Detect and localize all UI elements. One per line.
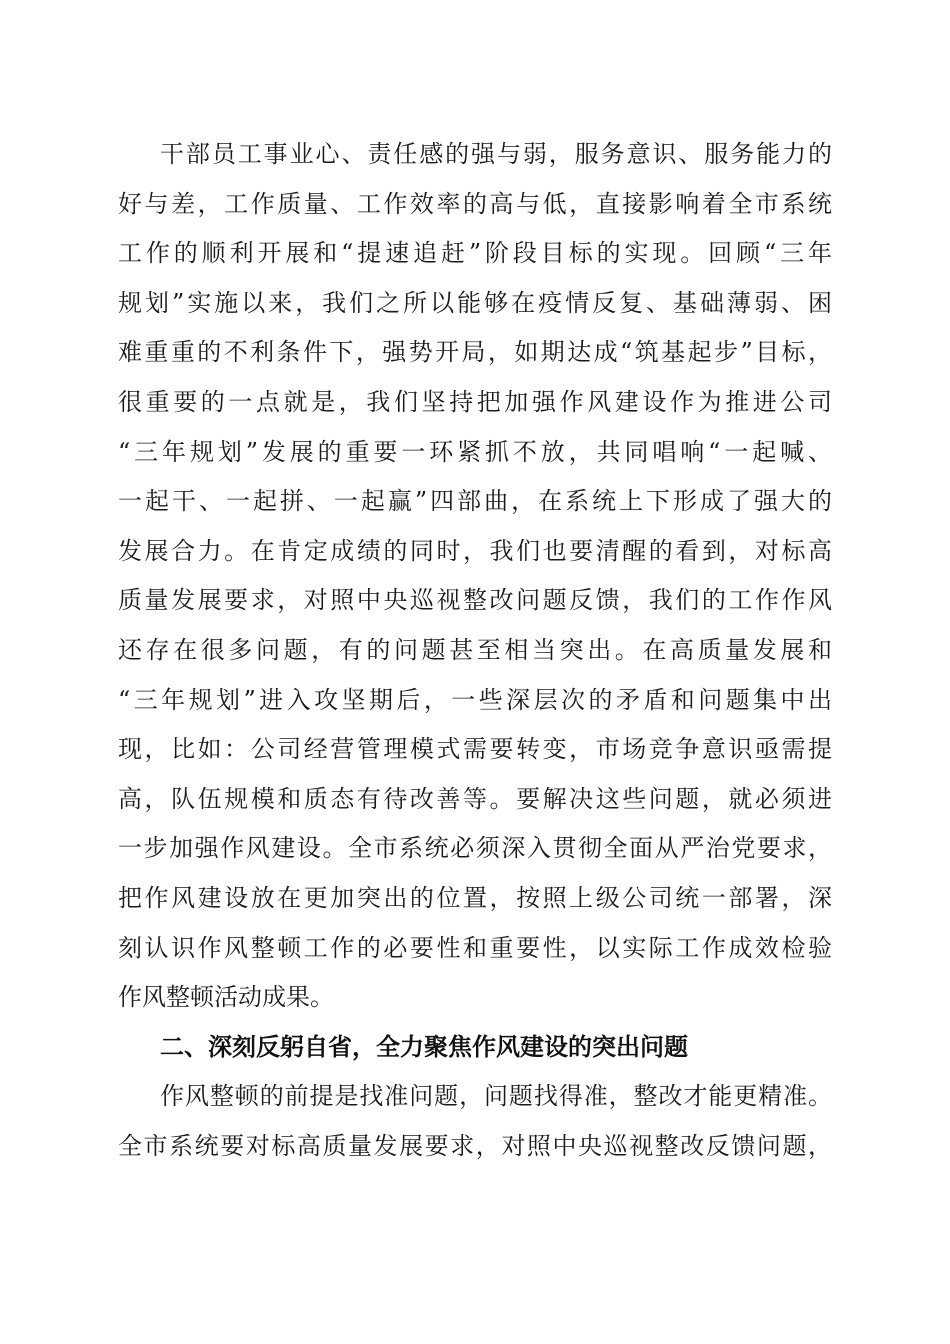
text-line: 刻认识作风整顿工作的必要性和重要性，以实际工作成效检验 <box>118 933 832 962</box>
document-body <box>118 130 832 1171</box>
text-line: “三年规划”进入攻坚期后，一些深层次的矛盾和问题集中出 <box>118 685 832 714</box>
text-line: 现，比如：公司经营管理模式需要转变，市场竞争意识亟需提 <box>118 735 832 764</box>
text-line: 工作的顺利开展和“提速追赶”阶段目标的实现。回顾“三年 <box>118 239 832 268</box>
text-line: 规划”实施以来，我们之所以能够在疫情反复、基础薄弱、困 <box>118 288 832 317</box>
text-line: 全市系统要对标高质量发展要求，对照中央巡视整改反馈问题， <box>118 1131 832 1160</box>
text-line: 高，队伍规模和质态有待改善等。要解决这些问题，就必须进 <box>118 784 832 813</box>
paragraph-1 <box>118 130 832 1023</box>
text-line: 很重要的一点就是，我们坚持把加强作风建设作为推进公司 <box>118 387 832 416</box>
text-line: 把作风建设放在更加突出的位置，按照上级公司统一部署，深 <box>118 883 832 912</box>
text-line: 干部员工事业心、责任感的强与弱，服务意识、服务能力的 <box>160 140 832 168</box>
text-line: 难重重的不利条件下，强势开局，如期达成“筑基起步”目标， <box>118 338 832 367</box>
text-line: 作风整顿的前提是找准问题，问题找得准，整改才能更精准。 <box>160 1082 832 1111</box>
text-line: 作风整顿活动成果。 <box>118 983 334 1012</box>
text-line: 发展合力。在肯定成绩的同时，我们也要清醒的看到，对标高 <box>118 536 832 565</box>
text-line: “三年规划”发展的重要一环紧抓不放，共同唱响“一起喊、 <box>118 437 832 466</box>
text-line: 还存在很多问题，有的问题甚至相当突出。在高质量发展和 <box>118 635 832 664</box>
section-heading: 二、深刻反躬自省，全力聚焦作风建设的突出问题 <box>160 1032 688 1061</box>
text-line: 质量发展要求，对照中央巡视整改问题反馈，我们的工作作风 <box>118 586 832 615</box>
text-line: 一步加强作风建设。全市系统必须深入贯彻全面从严治党要求， <box>118 834 832 863</box>
paragraph-2 <box>118 1072 832 1171</box>
text-line: 一起干、一起拼、一起赢”四部曲，在系统上下形成了强大的 <box>118 487 832 516</box>
text-line: 好与差，工作质量、工作效率的高与低，直接影响着全市系统 <box>118 189 832 218</box>
